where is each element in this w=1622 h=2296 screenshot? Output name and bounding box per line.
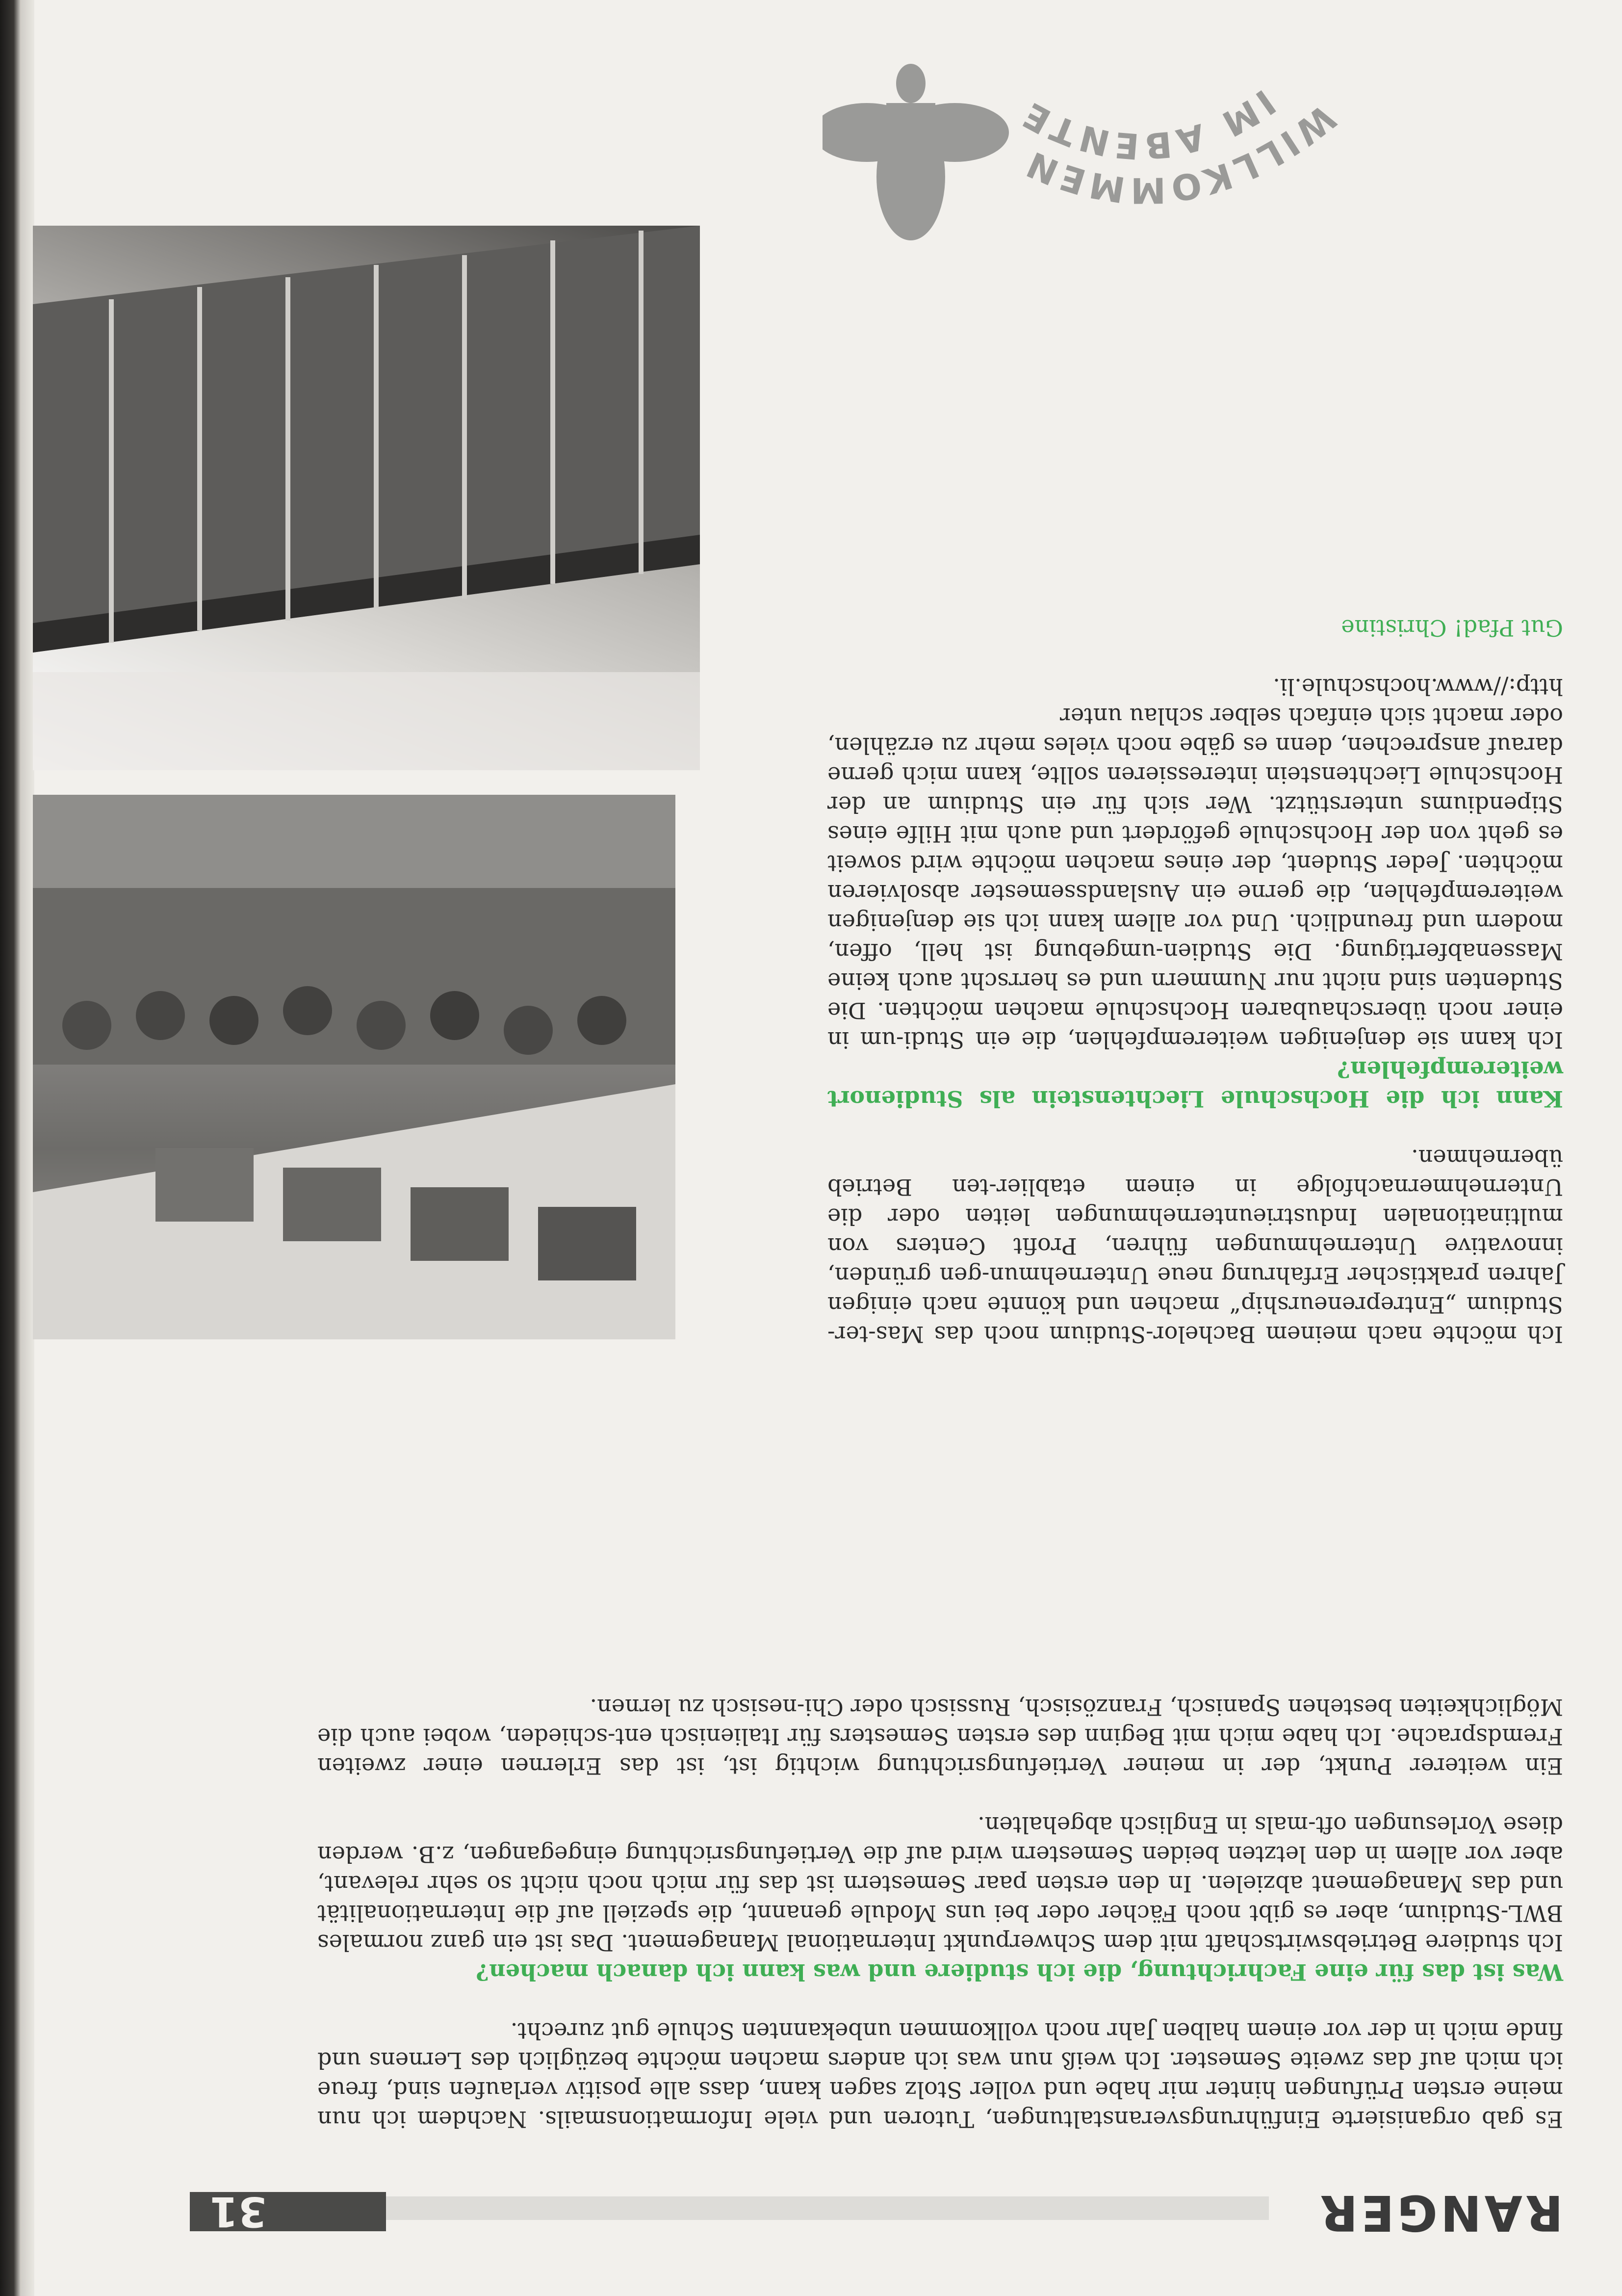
section1-paragraph-1: Ich studiere Betriebswirtschaft mit dem Schwerpunkt International Management. Das ist ein ganz normales BWL-Studium, aber es gibt noch Fächer oder bei uns Module genannt, die speziell auf die Internationalität und das Management abzielen. In den ersten paar Semestern ist das für mich noch nicht so sehr relevant, aber vor allem in den letzten beiden Semestern wird auf die Vertiefungsrichtung eingegangen, z.B. werden diese Vorlesungen oft-mals in Englisch abgehalten. xyxy=(317,1812,1563,1956)
willkommen-logo xyxy=(823,59,1362,265)
header-rule xyxy=(386,2196,1269,2220)
fleur-de-lis-logo xyxy=(823,59,1362,265)
page-binding xyxy=(0,0,34,2296)
page-number: 31 xyxy=(209,2188,267,2236)
section2-paragraph-text: Ich kann sie denjenigen weiterempfehlen, die ein Studi-um in einer noch überschaubaren Hochschule machen möchten. Die Studenten sind nicht nur Nummern und es herrscht auch keine Massenabfertigung. Die Studien-umgebung ist hell, offen, modern und freundlich. Und vor allem kann ich sie denjenigen weiterempfehlen, die gerne ein Auslandssemester absolvieren möchten. Jeder Student, der eines machen möchte wird soweit es geht von der Hochschule gefördert und auch mit Hilfe eines Stipendiums unterstützt. Wer sich für ein Studium an der Hochschule Liechtenstein interessieren sollte, kann mich gerne darauf ansprechen, denn es gäbe noch vieles mehr zu erzählen, oder macht sich einfach selber schlau unter xyxy=(827,703,1563,1053)
article-body xyxy=(317,1693,1563,2134)
group-photo xyxy=(33,795,675,1339)
intro-paragraph: Es gab organisierte Einführungsveranstaltungen, Tutoren und viele Informationsmails. Nachdem ich nun meine ersten Prüfungen hinter mir habe und voller Stolz sagen kann, dass alle positiv verlaufen sind, freue ich mich auf das zweite Semester. Ich weiß nun was ich anders machen möchte bezüglich des Lernens und finde mich in der vor einem halben Jahr noch vollkommen unbekannten Schule gut zurecht. xyxy=(317,2018,1563,2133)
section2-paragraph xyxy=(827,672,1563,1055)
page-header xyxy=(141,2183,1563,2242)
article-column xyxy=(827,613,1563,1349)
website-url: http://www.hochschule.li. xyxy=(1273,674,1563,700)
signoff: Gut Pfad! Christine xyxy=(1341,615,1563,641)
building-photo-drawing xyxy=(33,226,700,770)
section-title: RANGER xyxy=(1317,2184,1563,2242)
logo-line-2: IM ABENTE xyxy=(1013,81,1283,167)
question-heading-1: Was ist das für eine Fachrichtung, die ich studiere und was kann ich danach machen? xyxy=(476,1959,1563,1985)
section1-paragraph-3: Ich möchte nach meinem Bachelor-Studium noch das Mas-ter-Studium „Entrepreneurship“ machen und könnte nach einigen Jahren praktischer Erfahrung neue Unternehmun-gen gründen, innovative Unternehmungen führen, Profit Centers von multinationalen Industrieunternehmungen leiten oder die Unternehmernachfolge in einem etablier-ten Betrieb übernehmen. xyxy=(827,1145,1563,1348)
question-heading-2: Kann ich die Hochschule Liechtenstein als Studienort weiterempfehlen? xyxy=(827,1056,1563,1112)
logo-line-1: WILLKOMMEN xyxy=(1017,97,1343,211)
fleur-de-lis-icon xyxy=(823,64,1009,240)
section1-paragraph-2: Ein weiterer Punkt, der in meiner Vertiefungsrichtung wichtig ist, ist das Erlernen einer zweiten Fremdsprache. Ich habe mich mit Beginn des ersten Semesters für Italienisch ent-schieden, wobei auch die Möglichkeiten bestehen Spanisch, Französisch, Russisch oder Chi-nesisch zu lernen. xyxy=(317,1694,1563,1779)
group-photo-drawing xyxy=(33,795,675,1339)
page-number-box xyxy=(190,2188,386,2236)
building-photo xyxy=(33,226,700,770)
